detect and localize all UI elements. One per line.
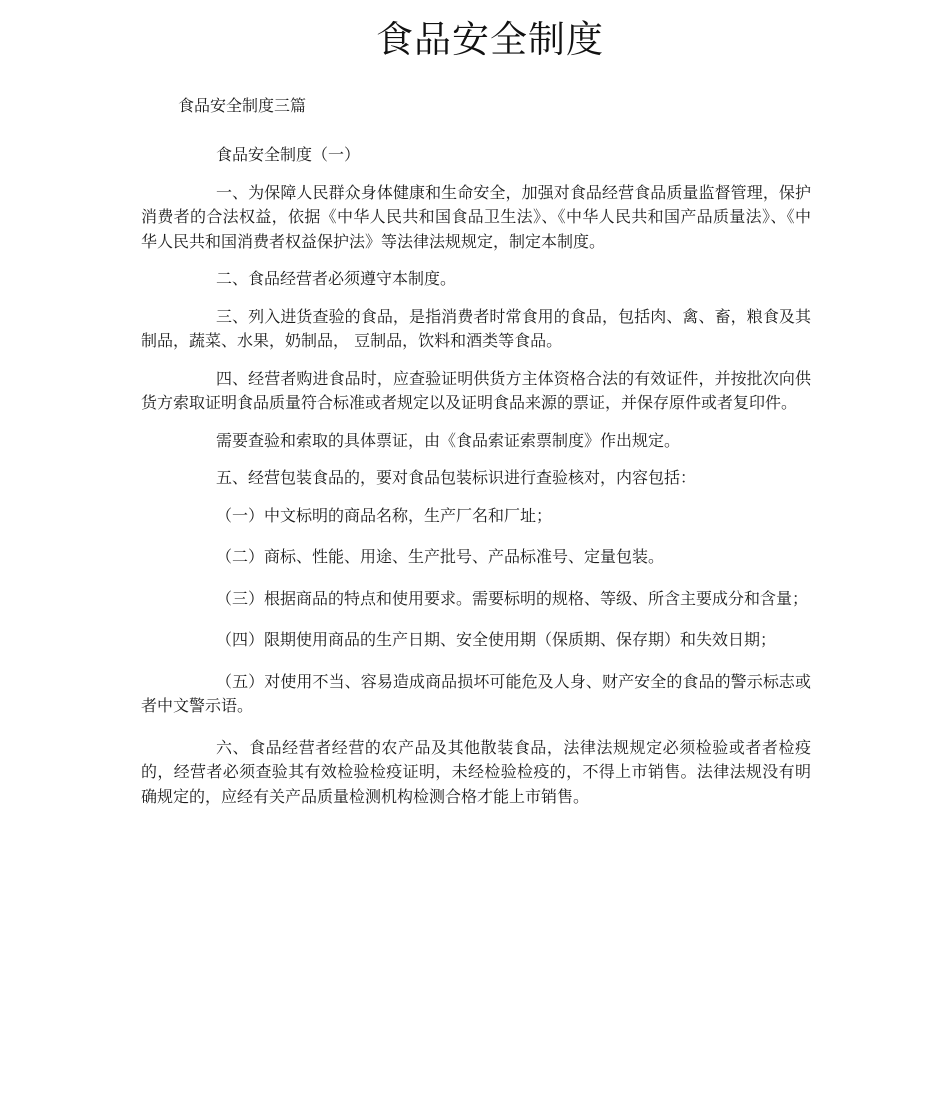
paragraph-3: 三、列入进货查验的食品，是指消费者时常食用的食品，包括肉、禽、畜，粮食及其制品，蔬菜、水果，奶制品， 豆制品，饮料和酒类等食品。 xyxy=(141,306,811,350)
paragraph-4: 四、经营者购进食品时，应查验证明供货方主体资格合法的有效证件，并按批次向供货方索取证明食品质量符合标准或者规定以及证明食品来源的票证，并保存原件或者复印件。 xyxy=(141,368,811,412)
paragraph-1: 一、为保障人民群众身体健康和生命安全，加强对食品经营食品质量监督管理，保护消费者的合法权益，依据《中华人民共和国食品卫生法》、《中华人民共和国产品质量法》、《中华人民共和国消费者权益保护法》等法律法规规定，制定本制度。 xyxy=(141,182,811,251)
list-item-1: （一）中文标明的商品名称，生产厂名和厂址； xyxy=(216,505,553,525)
list-item-5: （五）对使用不当、容易造成商品损坏可能危及人身、财产安全的食品的警示标志或者中文警示语。 xyxy=(141,671,811,715)
paragraph-6: 五、经营包装食品的，要对食品包装标识进行查验核对，内容包括： xyxy=(216,468,697,487)
paragraph-7: 六、食品经营者经营的农产品及其他散装食品，法律法规规定必须检验或者者检疫的，经营者必须查验其有效检验检疫证明，未经检验检疫的，不得上市销售。法律法规没有明确规定的，应经有关产品质量检测机构检测合格才能上市销售。 xyxy=(141,737,811,806)
document-subtitle: 食品安全制度三篇 xyxy=(178,96,307,115)
list-item-4: （四）限期使用商品的生产日期、安全使用期（保质期、保存期）和失效日期； xyxy=(216,630,777,649)
paragraph-5: 需要查验和索取的具体票证，由《食品索证索票制度》作出规定。 xyxy=(216,430,681,450)
list-item-2: （二）商标、性能、用途、生产批号、产品标准号、定量包装。 xyxy=(216,547,665,566)
section-heading: 食品安全制度（一） xyxy=(216,145,361,164)
document-body xyxy=(141,143,811,822)
document-title: 食品安全制度 xyxy=(376,18,604,61)
paragraph-2: 二、食品经营者必须遵守本制度。 xyxy=(216,269,457,288)
list-item-3: （三）根据商品的特点和使用要求。需要标明的规格、等级、所含主要成分和含量； xyxy=(216,588,809,608)
